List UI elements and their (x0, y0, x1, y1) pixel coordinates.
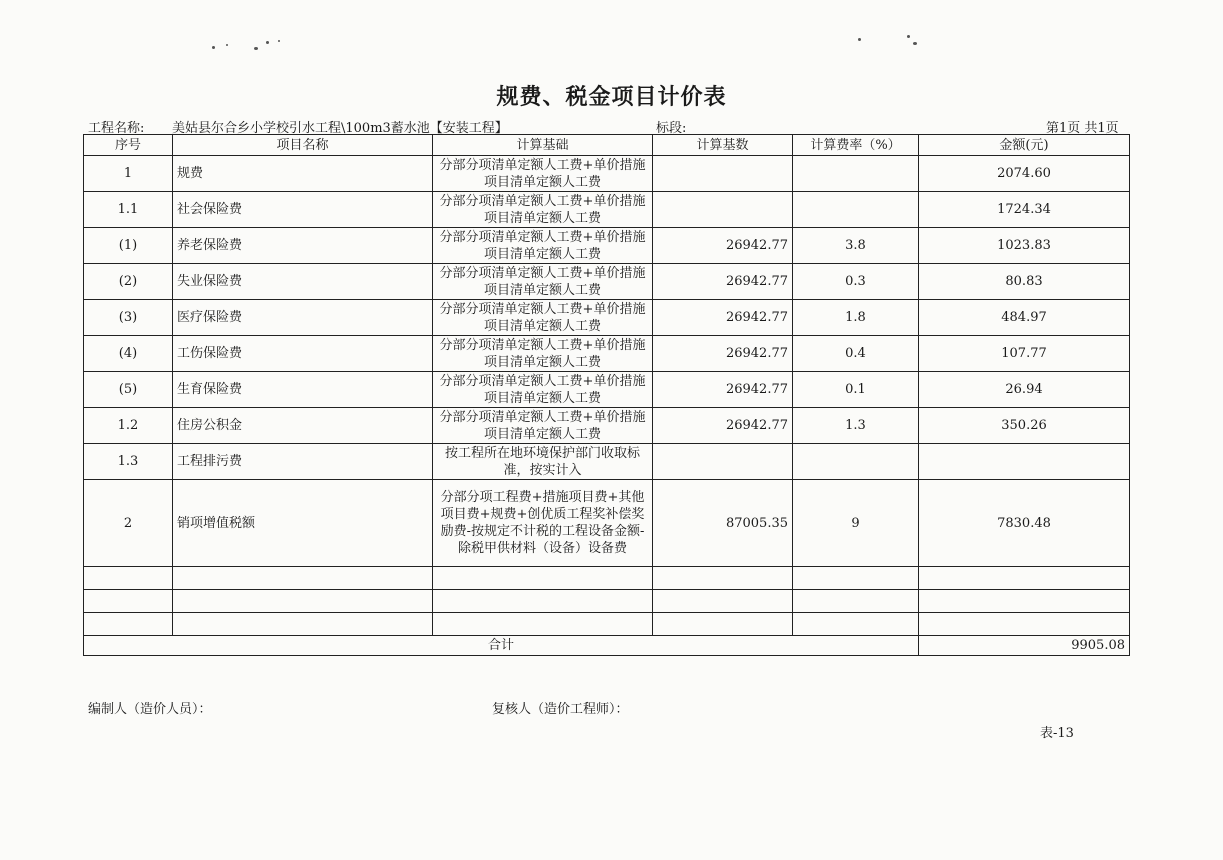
row-basis: 分部分项清单定额人工费+单价措施项目清单定额人工费 (433, 300, 653, 336)
scan-speck (278, 40, 280, 42)
row-rate: 1.8 (793, 300, 919, 336)
row-amount: 1724.34 (919, 192, 1130, 228)
row-name: 工伤保险费 (173, 336, 433, 372)
row-no: (1) (84, 228, 173, 264)
empty-cell (919, 567, 1130, 590)
form-number: 表-13 (1040, 726, 1074, 741)
empty-row (84, 613, 1130, 636)
row-no: 1.2 (84, 408, 173, 444)
total-row (84, 636, 1130, 656)
row-amount: 107.77 (919, 336, 1130, 372)
empty-cell (173, 613, 433, 636)
row-rate (793, 156, 919, 192)
row-base (653, 156, 793, 192)
empty-cell (84, 567, 173, 590)
scan-speck (266, 41, 269, 44)
row-base: 87005.35 (653, 480, 793, 567)
row-name: 工程排污费 (173, 444, 433, 480)
table-row (84, 408, 1130, 444)
scan-speck (226, 44, 228, 46)
empty-row (84, 567, 1130, 590)
row-name: 生育保险费 (173, 372, 433, 408)
row-name: 医疗保险费 (173, 300, 433, 336)
empty-cell (793, 567, 919, 590)
empty-cell (653, 613, 793, 636)
empty-cell (173, 567, 433, 590)
column-header-rate: 计算费率（%） (793, 135, 919, 156)
row-no: 2 (84, 480, 173, 567)
row-base (653, 444, 793, 480)
row-basis: 分部分项清单定额人工费+单价措施项目清单定额人工费 (433, 264, 653, 300)
table-row (84, 192, 1130, 228)
table-row (84, 300, 1130, 336)
row-amount: 2074.60 (919, 156, 1130, 192)
empty-cell (84, 613, 173, 636)
table-row (84, 264, 1130, 300)
table-row (84, 228, 1130, 264)
row-base: 26942.77 (653, 228, 793, 264)
row-amount: 7830.48 (919, 480, 1130, 567)
project-name: 美姑县尔合乡小学校引水工程\100m3蓄水池【安装工程】 (172, 121, 508, 136)
table-row (84, 444, 1130, 480)
row-basis: 分部分项清单定额人工费+单价措施项目清单定额人工费 (433, 228, 653, 264)
empty-cell (793, 613, 919, 636)
row-rate: 9 (793, 480, 919, 567)
scan-speck (913, 42, 917, 45)
empty-row (84, 590, 1130, 613)
row-amount (919, 444, 1130, 480)
row-base: 26942.77 (653, 372, 793, 408)
scan-speck (254, 47, 258, 50)
row-rate: 0.1 (793, 372, 919, 408)
empty-cell (919, 590, 1130, 613)
empty-cell (653, 590, 793, 613)
scan-speck (907, 35, 910, 38)
row-basis: 分部分项清单定额人工费+单价措施项目清单定额人工费 (433, 156, 653, 192)
row-no: (2) (84, 264, 173, 300)
table-row (84, 480, 1130, 567)
row-amount: 350.26 (919, 408, 1130, 444)
total-label: 合计 (84, 636, 919, 656)
scan-speck (858, 38, 861, 41)
scan-speck (212, 46, 215, 49)
row-base: 26942.77 (653, 408, 793, 444)
row-amount: 26.94 (919, 372, 1130, 408)
row-base (653, 192, 793, 228)
row-basis: 分部分项清单定额人工费+单价措施项目清单定额人工费 (433, 336, 653, 372)
empty-cell (173, 590, 433, 613)
row-no: 1.1 (84, 192, 173, 228)
empty-cell (793, 590, 919, 613)
row-name: 失业保险费 (173, 264, 433, 300)
row-base: 26942.77 (653, 264, 793, 300)
section-label: 标段: (656, 121, 687, 136)
row-name: 销项增值税额 (173, 480, 433, 567)
project-label: 工程名称: (88, 121, 145, 136)
row-name: 住房公积金 (173, 408, 433, 444)
document-title: 规费、税金项目计价表 (496, 85, 727, 110)
table-row (84, 336, 1130, 372)
row-name: 社会保险费 (173, 192, 433, 228)
table-header-row (84, 135, 1130, 156)
total-amount: 9905.08 (919, 636, 1130, 656)
page-info: 第1页 共1页 (1046, 121, 1119, 136)
row-no: 1 (84, 156, 173, 192)
table-row (84, 156, 1130, 192)
row-amount: 484.97 (919, 300, 1130, 336)
row-name: 规费 (173, 156, 433, 192)
row-rate: 3.8 (793, 228, 919, 264)
row-basis: 分部分项清单定额人工费+单价措施项目清单定额人工费 (433, 192, 653, 228)
column-header-amount: 金额(元) (919, 135, 1130, 156)
row-no: (3) (84, 300, 173, 336)
row-rate: 1.3 (793, 408, 919, 444)
row-basis: 分部分项清单定额人工费+单价措施项目清单定额人工费 (433, 408, 653, 444)
empty-cell (84, 590, 173, 613)
fee-table (83, 134, 1130, 656)
empty-cell (433, 567, 653, 590)
column-header-basis: 计算基础 (433, 135, 653, 156)
row-basis: 分部分项清单定额人工费+单价措施项目清单定额人工费 (433, 372, 653, 408)
row-no: (5) (84, 372, 173, 408)
row-rate (793, 444, 919, 480)
empty-cell (433, 590, 653, 613)
row-rate: 0.4 (793, 336, 919, 372)
row-base: 26942.77 (653, 336, 793, 372)
column-header-base: 计算基数 (653, 135, 793, 156)
row-basis: 分部分项工程费+措施项目费+其他项目费+规费+创优质工程奖补偿奖励费-按规定不计税的工程设备金额-除税甲供材料（设备）设备费 (433, 480, 653, 567)
empty-cell (653, 567, 793, 590)
row-no: 1.3 (84, 444, 173, 480)
row-base: 26942.77 (653, 300, 793, 336)
column-header-name: 项目名称 (173, 135, 433, 156)
row-amount: 1023.83 (919, 228, 1130, 264)
reviewer-label: 复核人（造价工程师）： (492, 702, 629, 717)
row-name: 养老保险费 (173, 228, 433, 264)
row-basis: 按工程所在地环境保护部门收取标准，按实计入 (433, 444, 653, 480)
compiler-label: 编制人（造价人员）： (88, 702, 212, 717)
table-row (84, 372, 1130, 408)
row-amount: 80.83 (919, 264, 1130, 300)
row-no: (4) (84, 336, 173, 372)
row-rate (793, 192, 919, 228)
column-header-no: 序号 (84, 135, 173, 156)
empty-cell (433, 613, 653, 636)
row-rate: 0.3 (793, 264, 919, 300)
empty-cell (919, 613, 1130, 636)
